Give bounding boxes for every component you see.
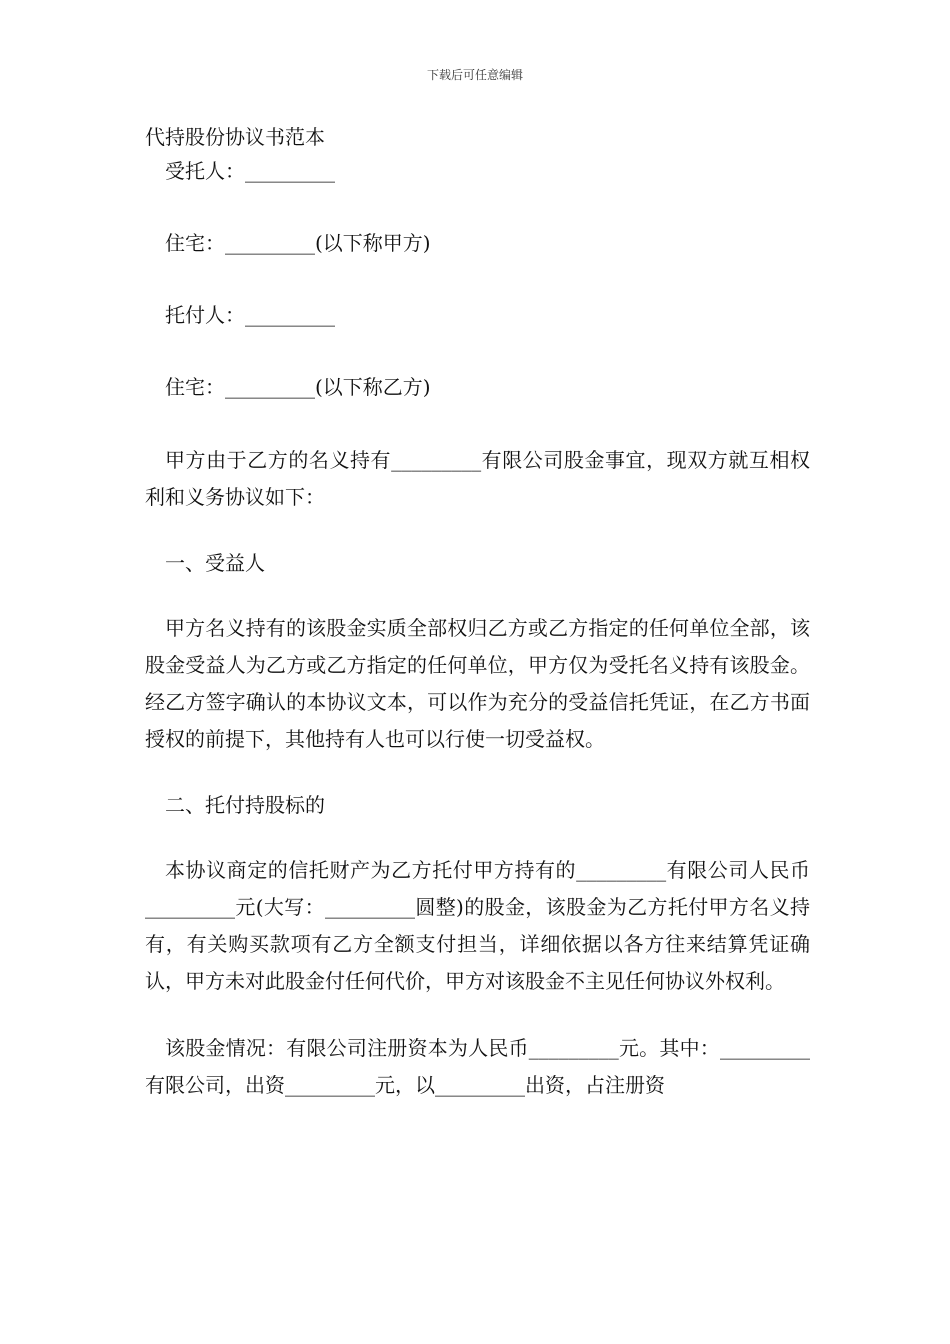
- shares-info-paragraph: 该股金情况：有限公司注册资本为人民币_________元。其中：_________有限公司，出资_________元，以_________出资，占注册资: [145, 1036, 810, 1097]
- section-heading-subject: 二、托付持股标的: [165, 793, 325, 817]
- agreement-document: [145, 120, 810, 1104]
- section-body-beneficiary: 甲方名义持有的该股金实质全部权归乙方或乙方指定的任何单位全部，该股金受益人为乙方或乙方指定的任何单位，甲方仅为受托名义持有该股金。经乙方签字确认的本协议文本，可以作为充分的受益信托凭证，在乙方书面授权的前提下，其他持有人也可以行使一切受益权。: [145, 616, 810, 751]
- page-header-note: 下载后可任意编辑: [426, 68, 523, 82]
- trustee-residence-field: 住宅：_________(以下称甲方): [165, 231, 431, 255]
- entruster-residence-field: 住宅：_________(以下称乙方): [165, 375, 431, 399]
- section-body-subject: 本协议商定的信托财产为乙方托付甲方持有的_________有限公司人民币_________元(大写：_________圆整)的股金，该股金为乙方托付甲方名义持有，有关购买款项有乙方全额支付担当，详细依据以各方往来结算凭证确认，甲方未对此股金付任何代价，甲方对该股金不主见任何协议外权利。: [145, 858, 810, 993]
- section-heading-beneficiary: 一、受益人: [165, 551, 265, 575]
- entruster-field: 托付人：_________: [165, 303, 335, 327]
- trustee-field: 受托人：_________: [165, 159, 335, 183]
- document-title: 代持股份协议书范本: [145, 125, 325, 149]
- intro-paragraph: 甲方由于乙方的名义持有_________有限公司股金事宜，现双方就互相权利和义务协议如下：: [145, 448, 810, 509]
